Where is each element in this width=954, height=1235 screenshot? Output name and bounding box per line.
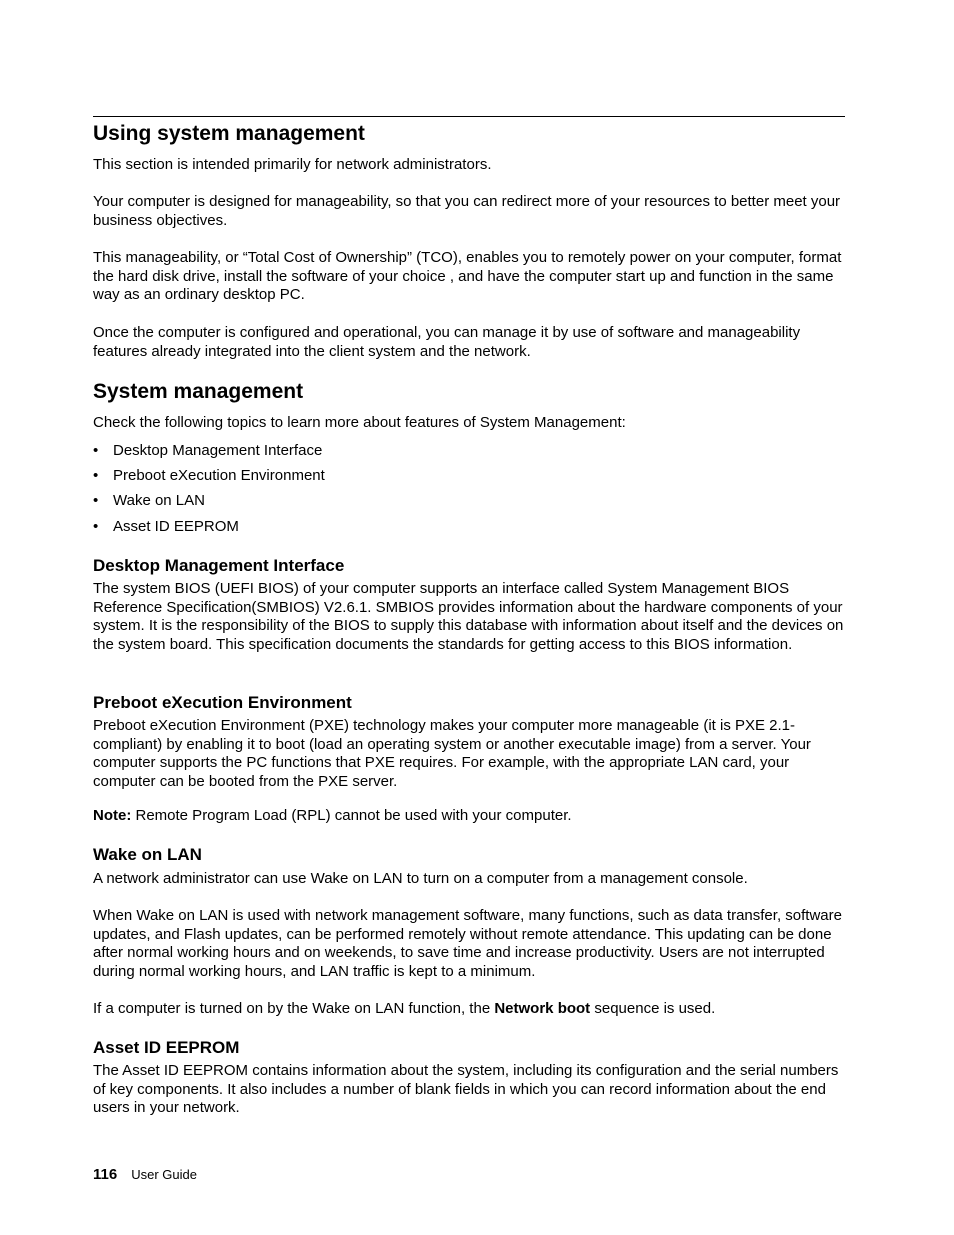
paragraph-check-topics: Check the following topics to learn more about features of System Management: [93,414,626,431]
bullet-icon: • [93,442,99,459]
heading-preboot-execution-environment: Preboot eXecution Environment [93,693,352,712]
paragraph-configured: Once the computer is configured and operational, you can manage it by use of software and manageability features already integrated into the client system and the network. [93,324,801,360]
paragraph-network-boot [93,1000,849,1019]
paragraph-wol-intro: A network administrator can use Wake on LAN to turn on a computer from a management console. [93,870,748,887]
note-label: Note: [93,807,132,824]
heading-using-system-management: Using system management [93,122,365,145]
paragraph-note [93,807,849,826]
heading-system-management: System management [93,380,304,403]
paragraph-manageability: Your computer is designed for manageability, so that you can redirect more of your resources to better meet your business objectives. [93,193,841,229]
paragraph-wol-functions: When Wake on LAN is used with network management software, many functions, such as data transfer, software updates, and Flash updates, can be performed remotely without remote attendance. This updating can be done after normal working hours and on weekends, to save time and increase productivity. Users are not interrupted during normal working hours, and LAN traffic is kept to a minimum. [93,907,842,981]
text-segment: If a computer is turned on by the Wake on LAN function, the [93,1000,495,1017]
list-item [93,467,325,486]
list-item-label: Asset ID EEPROM [113,518,239,535]
list-item [93,492,205,511]
paragraph-eeprom: The Asset ID EEPROM contains information about the system, including its configuration and the serial numbers of key components. It also includes a number of blank fields in which you can record information about the end users in your network. [93,1062,839,1117]
network-boot-term: Network boot [494,1000,591,1017]
heading-wake-on-lan: Wake on LAN [93,845,202,864]
footer-guide-label: User Guide [131,1167,197,1182]
page-number: 116 [93,1166,118,1183]
top-rule [93,116,845,117]
paragraph-tco: This manageability, or “Total Cost of Ownership” (TCO), enables you to remotely power on your computer, format the hard disk drive, install the software of your choice , and have the computer start up and function in the same way as an ordinary desktop PC. [93,249,842,304]
bullet-icon: • [93,518,99,535]
list-item [93,518,239,537]
paragraph-dmi: The system BIOS (UEFI BIOS) of your computer supports an interface called System Management BIOS Reference Specification(SMBIOS) V2.6.1. SMBIOS provides information about the hardware components of your system. It is the responsibility of the BIOS to supply this database with information about itself and the devices on the system board. This specification documents the standards for getting access to this BIOS information. [93,580,844,654]
note-text: Remote Program Load (RPL) cannot be used with your computer. [131,807,572,824]
paragraph-intended-for-admins: This section is intended primarily for network administrators. [93,156,492,173]
list-item-label: Desktop Management Interface [113,442,323,459]
text-segment: sequence is used. [590,1000,716,1017]
bullet-icon: • [93,492,99,509]
list-item-label: Wake on LAN [113,492,205,509]
heading-desktop-management-interface: Desktop Management Interface [93,556,345,575]
bullet-icon: • [93,467,99,484]
list-item [93,442,322,461]
list-item-label: Preboot eXecution Environment [113,467,325,484]
heading-asset-id-eeprom: Asset ID EEPROM [93,1038,240,1057]
page-footer [93,1166,197,1184]
paragraph-pxe: Preboot eXecution Environment (PXE) technology makes your computer more manageable (it is PXE 2.1-compliant) by enabling it to boot (load an operating system or another executable image) from a server. Your computer supports the PC functions that PXE requires. For example, with the appropriate LAN card, your computer can be booted from the PXE server. [93,717,811,791]
